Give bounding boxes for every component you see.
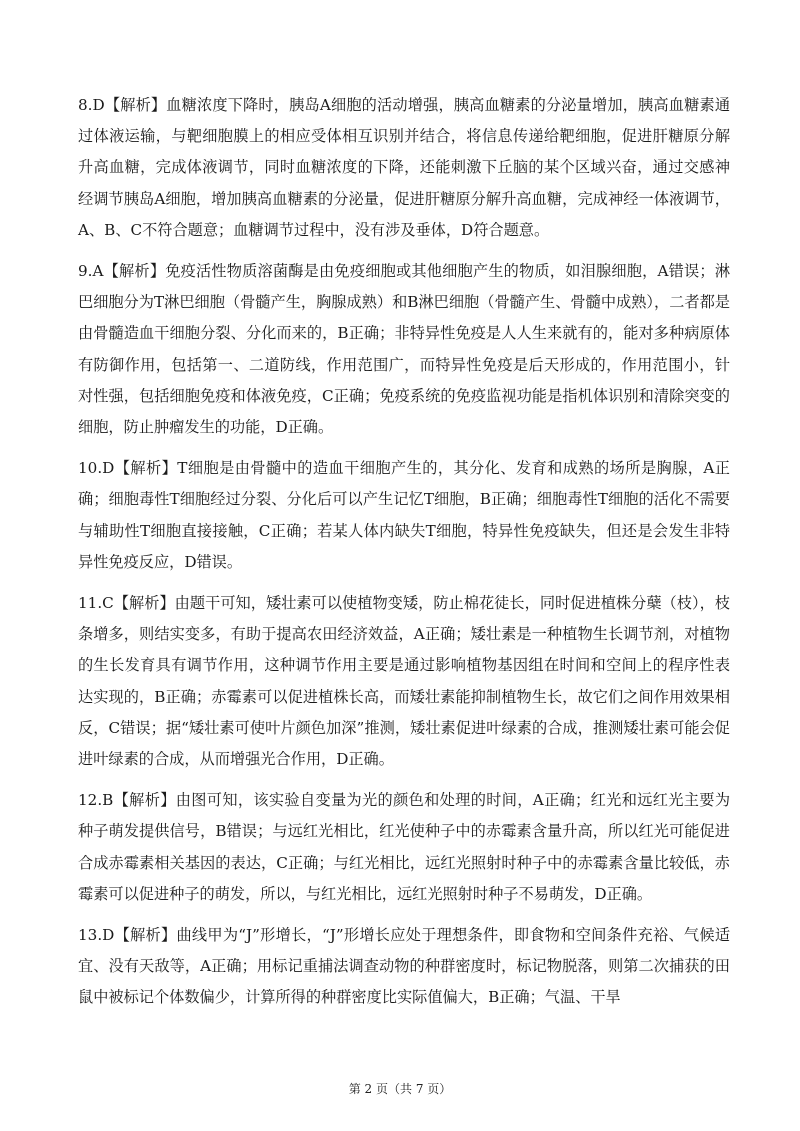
answer-text: 由题干可知，矮壮素可以使植物变矮，防止棉花徒长，同时促进植株分蘖（枝），枝条增多，则结实变多，有助于提高农田经济效益，A正确；矮壮素是一种植物生长调节剂，对植物的生长发育具有调节作用，这种调节作用主要是通过影响植物基因组在时间和空间上的程序性表达实现的，B正确；赤霉素可以促进植株长高，而矮壮素能抑制植物生长，故它们之间作用效果相反，C错误；据“矮壮素可使叶片颜色加深”推测，矮壮素促进叶绿素的合成，推测矮壮素可能会促进叶绿素的合成，从而增强光合作用，D正确。 [78,594,730,769]
answer-13 [78,920,730,1014]
page-footer [0,1080,800,1097]
analysis-tag: 【解析】 [113,791,176,810]
answer-choice: D [102,926,115,945]
answer-text: 血糖浓度下降时，胰岛A细胞的活动增强，胰高血糖素的分泌量增加，胰高血糖素通过体液运输，与靶细胞膜上的相应受体相互识别并结合，将信息传递给靶细胞，促进肝糖原分解升高血糖，完成体液调节，同时血糖浓度的下降，还能刺激下丘脑的某个区域兴奋，通过交感神经调节胰岛A细胞，增加胰高血糖素的分泌量，促进肝糖原分解升高血糖，完成神经一体液调节，A、B、C不符合题意；血糖调节过程中，没有涉及垂体，D符合题意。 [78,96,731,239]
answer-choice: B [102,791,114,810]
answer-choice: D [102,459,115,478]
answer-number: 10. [78,459,103,478]
analysis-tag: 【解析】 [113,594,175,613]
answer-number: 11. [78,594,103,613]
answer-text: 由图可知，该实验自变量为光的颜色和处理的时间，A正确；红光和远红光主要为种子萌发提供信号，B错误；与远红光相比，红光使种子中的赤霉素含量升高，所以红光可能促进合成赤霉素相关基因的表达，C正确；与红光相比，远红光照射时种子中的赤霉素含量比较低，赤霉素可以促进种子的萌发，所以，与红光相比，远红光照射时种子不易萌发，D正确。 [78,791,731,903]
answer-9 [78,256,730,443]
answer-choice: D [92,96,105,114]
answer-12 [78,785,730,910]
answer-number: 13. [78,926,103,945]
answer-text: T细胞是由骨髓中的造血干细胞产生的，其分化、发育和成熟的场所是胸腺，A正确；细胞毒性T细胞经过分裂、分化后可以产生记忆T细胞，B正确；细胞毒性T细胞的活化不需要与辅助性T细胞直接接触，C正确；若某人体内缺失T细胞，特异性免疫缺失，但还是会发生非特异性免疫反应，D错误。 [78,459,730,571]
answer-11 [78,588,730,775]
answer-number: 12. [78,791,103,810]
answer-number: 8. [78,96,93,114]
analysis-tag: 【解析】 [114,459,178,478]
answer-text: 免疫活性物质溶菌酶是由免疫细胞或其他细胞产生的物质，如泪腺细胞，A错误；淋巴细胞分为T淋巴细胞（骨髓产生，胸腺成熟）和B淋巴细胞（骨髓产生、骨髓中成熟），二者都是由骨髓造血干细胞分裂、分化而来的，B正确；非特异性免疫是人人生来就有的，能对多种病原体有防御作用，包括第一、二道防线，作用范围广，而特异性免疫是后天形成的，作用范围小，针对性强，包括细胞免疫和体液免疫，C正确；免疫系统的免疫监视功能是指机体识别和清除突变的细胞，防止肿瘤发生的功能，D正确。 [78,262,731,437]
analysis-tag: 【解析】 [114,926,177,945]
answer-number: 9. [78,262,93,281]
answer-choice: C [102,594,114,613]
analysis-tag: 【解析】 [104,96,167,114]
answer-10 [78,453,730,578]
answer-list [78,90,730,1024]
answer-text: 曲线甲为“J”形增长，“J”形增长应处于理想条件，即食物和空间条件充裕、气候适宜、没有天敌等，A正确；用标记重捕法调查动物的种群密度时，标记物脱落，则第二次捕获的田鼠中被标记个体数偏少，计算所得的种群密度比实际值偏大，B正确；气温、干旱 [78,926,731,1007]
page-number-label: 第 2 页（共 7 页） [348,1082,452,1096]
answer-choice: A [92,262,104,281]
analysis-tag: 【解析】 [103,262,166,281]
answer-8 [78,90,730,246]
